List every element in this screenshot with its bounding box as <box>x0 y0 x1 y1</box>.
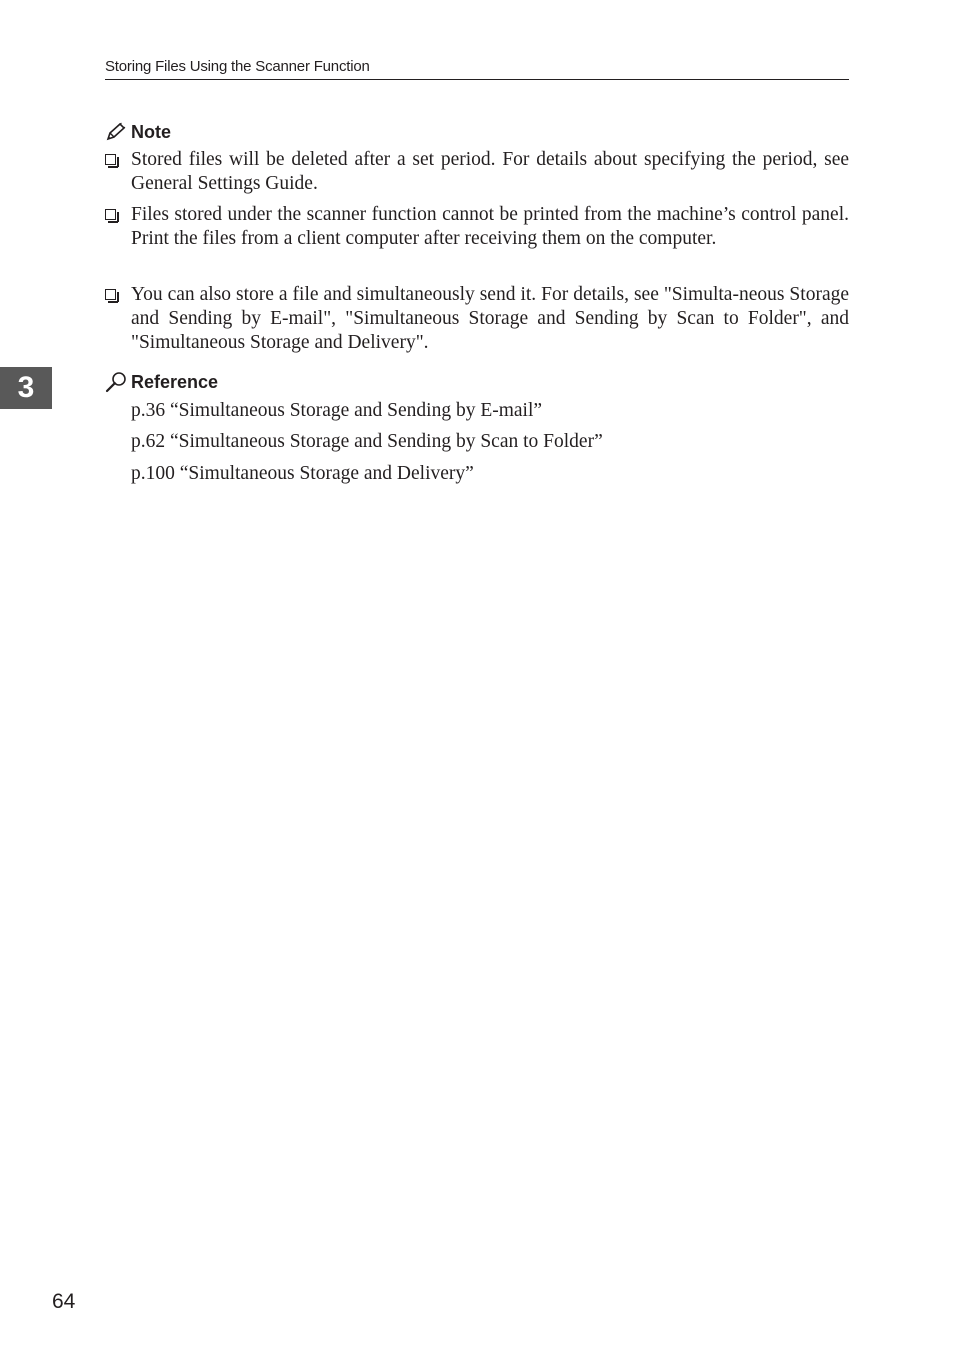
note-item-text: You can also store a file and simultaneously send it. For details, see "Simulta-neous Storage and Sending by E-mail", "Simultaneous Storage and Sending by Scan to Folder", and "Simultaneous Storage and Delivery". <box>131 284 849 353</box>
reference-link[interactable]: p.36 “Simultaneous Storage and Sending by E-mail” <box>131 400 543 421</box>
running-header: Storing Files Using the Scanner Function <box>105 57 849 80</box>
page-number: 64 <box>52 1290 76 1313</box>
reference-title: Reference <box>131 372 219 392</box>
note-item-text: Stored files will be deleted after a set period. For details about specifying the period, see General Settings Guide. <box>131 149 849 194</box>
checkbox-bullet-icon <box>105 154 116 165</box>
checkbox-bullet-icon <box>105 289 116 300</box>
reference-link[interactable]: p.100 “Simultaneous Storage and Delivery” <box>131 463 474 484</box>
note-item <box>105 283 849 355</box>
checkbox-bullet-icon <box>105 209 116 220</box>
magnifier-icon <box>105 371 127 393</box>
pencil-icon <box>105 122 127 142</box>
note-heading <box>105 119 171 145</box>
chapter-tab: 3 <box>0 367 52 409</box>
note-item <box>105 203 849 251</box>
note-title: Note <box>131 122 171 142</box>
note-item-text: Files stored under the scanner function cannot be printed from the machine’s control panel. Print the files from a client computer after receiving them on the computer. <box>131 204 849 249</box>
reference-heading <box>105 369 218 395</box>
reference-link[interactable]: p.62 “Simultaneous Storage and Sending by Scan to Folder” <box>131 431 603 452</box>
note-item <box>105 148 849 196</box>
